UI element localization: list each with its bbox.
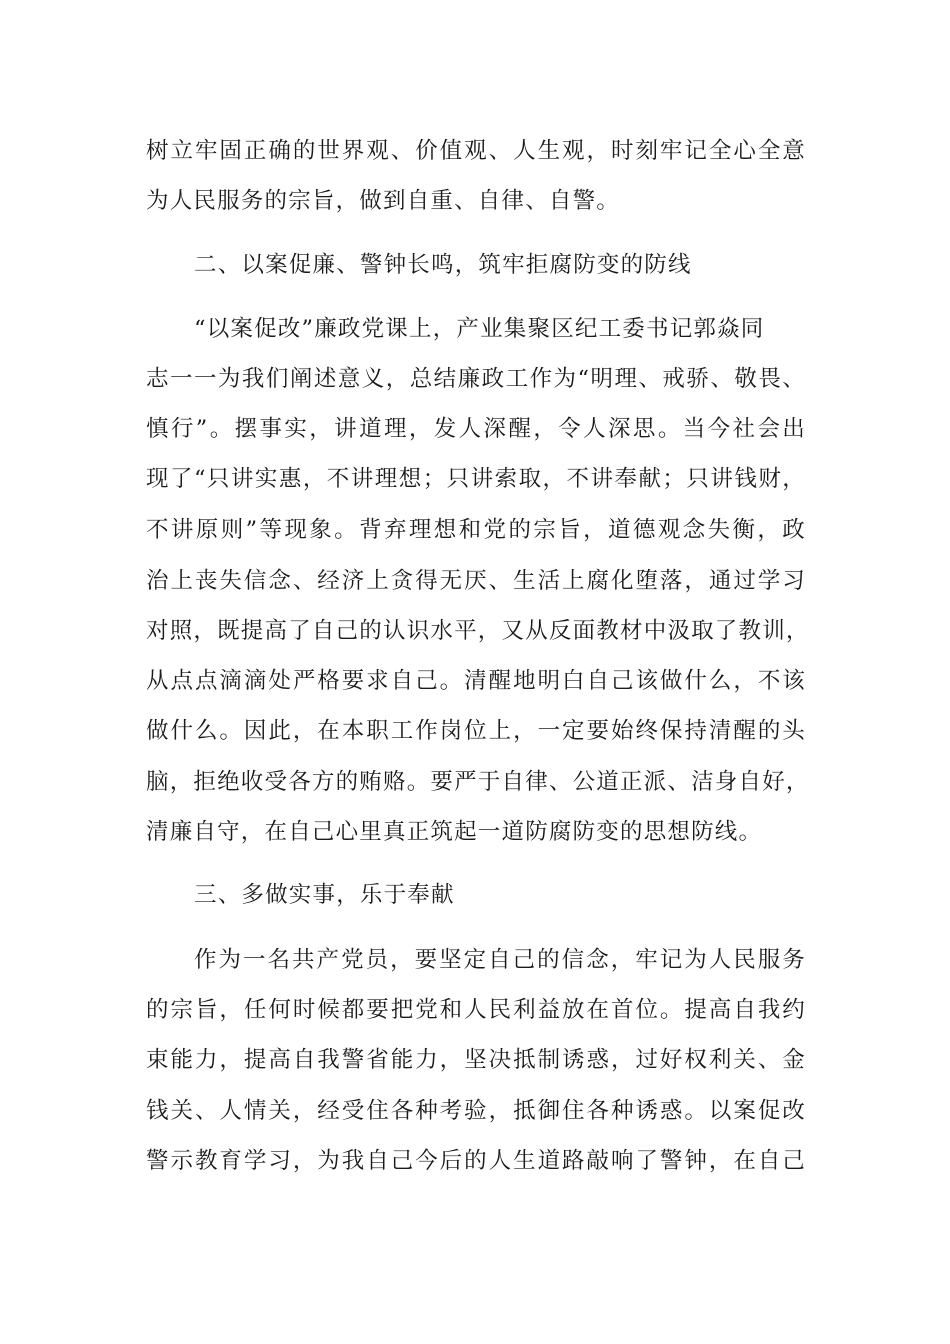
paragraph-line: 治上丧失信念、经济上贪得无厌、生活上腐化堕落，通过学习 [146, 568, 806, 594]
paragraph-line: 不讲原则”等现象。背弃理想和党的宗旨，道德观念失衡，政 [146, 517, 806, 543]
paragraph-line: 作为一名共产党员，要坚定自己的信念，牢记为人民服务 [194, 947, 806, 973]
section-heading: 三、多做实事，乐于奉献 [194, 882, 455, 908]
paragraph-line: 束能力，提高自我警省能力，坚决抵制诱惑，过好权利关、金 [146, 1047, 806, 1073]
paragraph-line: 现了“只讲实惠，不讲理想；只讲索取，不讲奉献；只讲钱财， [146, 466, 806, 492]
paragraph-line: 慎行”。摆事实，讲道理，发人深醒，令人深思。当今社会出 [146, 416, 806, 442]
paragraph-line: 清廉自守，在自己心里真正筑起一道防腐防变的思想防线。 [146, 819, 763, 845]
paragraph-line: 做什么。因此，在本职工作岗位上，一定要始终保持清醒的头 [146, 718, 806, 744]
paragraph-line: 志一一为我们阐述意义，总结廉政工作为“明理、戒骄、敬畏、 [146, 366, 806, 392]
paragraph-line: 为人民服务的宗旨，做到自重、自律、自警。 [146, 188, 621, 214]
paragraph-line: 树立牢固正确的世界观、价值观、人生观，时刻牢记全心全意 [146, 138, 806, 164]
paragraph-line: “以案促改”廉政党课上，产业集聚区纪工委书记郭焱同 [194, 316, 765, 342]
paragraph-line: 对照，既提高了自己的认识水平，又从反面教材中汲取了教训， [146, 618, 810, 644]
paragraph-line: 警示教育学习，为我自己今后的人生道路敲响了警钟，在自己 [146, 1148, 806, 1174]
paragraph-line: 钱关、人情关，经受住各种考验，抵御住各种诱惑。以案促改 [146, 1098, 806, 1124]
paragraph-line: 从点点滴滴处严格要求自己。清醒地明白自己该做什么，不该 [146, 668, 806, 694]
paragraph-line: 脑，拒绝收受各方的贿赂。要严于自律、公道正派、洁身自好， [146, 769, 810, 795]
paragraph-line: 的宗旨，任何时候都要把党和人民利益放在首位。提高自我约 [146, 997, 806, 1023]
section-heading: 二、以案促廉、警钟长鸣，筑牢拒腐防变的防线 [194, 252, 692, 278]
